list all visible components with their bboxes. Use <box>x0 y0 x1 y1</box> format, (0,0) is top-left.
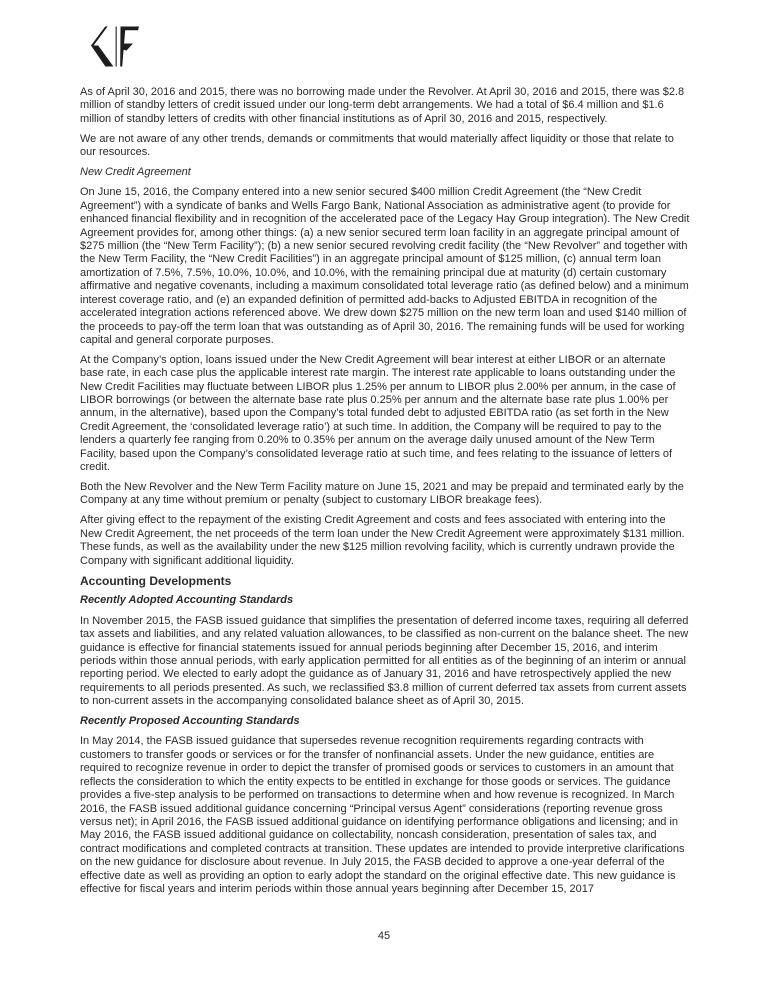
paragraph: After giving effect to the repayment of the existing Credit Agreement and costs and fees associated with entering into the New Credit Agreement, the net proceeds of the term loan under the New Credit Agreement were approximately $131 million. These funds, as well as the availability under the new $125 million revolving facility, which is currently undrawn provide the Company with significant additional liquidity. <box>80 514 685 567</box>
paragraph: Both the New Revolver and the New Term Facility mature on June 15, 2021 and may be prepaid and terminated early by the Company at any time without premium or penalty (subject to customary LIBOR breakage fees). <box>80 480 684 507</box>
paragraph: On June 15, 2016, the Company entered into a new senior secured $400 million Credit Agreement (the “New Credit Agreement”) with a syndicate of banks and Wells Fargo Bank, National Association as administrative agent (to provide for enhanced financial flexibility and in recognition of the accelerated pace of the Legacy Hay Group integration). The New Credit Agreement provides for, among other things: (a) a new senior secured term loan facility in an aggregate principal amount of $275 million (the “New Term Facility”); (b) a new senior secured revolving credit facility (the “New Revolver” and together with the New Term Facility, the “New Credit Facilities”) in an aggregate principal amount of $125 million, (c) annual term loan amortization of 7.5%, 7.5%, 10.0%, 10.0%, and 10.0%, with the remaining principal due at maturity (d) certain customary affirmative and negative covenants, including a maximum consolidated total leverage ratio (as defined below) and a minimum interest coverage ratio, and (e) an expanded definition of permitted add-backs to Adjusted EBITDA in recognition of the accelerated integration actions referenced above. We drew down $275 million on the new term loan and used $140 million of the proceeds to pay-off the term loan that was outstanding as of April 30, 2016. The remaining funds will be used for working capital and general corporate purposes. <box>80 186 690 346</box>
section-heading-accounting-developments: Accounting Developments <box>80 573 232 588</box>
paragraph: As of April 30, 2016 and 2015, there was no borrowing made under the Revolver. At April 30, 2016 and 2015, there was $2.8 million of standby letters of credit issued under our long-term debt arrangements. We had a total of $6.4 million and $1.6 million of standby letters of credits with other financial institutions as of April 30, 2016 and 2015, respectively. <box>80 86 685 125</box>
paragraph: In November 2015, the FASB issued guidance that simplifies the presentation of deferred income taxes, requiring all deferred tax assets and liabilities, and any related valuation allowances, to be classified as non-current on the balance sheet. The new guidance is effective for financial statements issued for annual periods beginning after December 15, 2016, and interim periods within those annual periods, with early application permitted for all entities as of the beginning of an interim or annual reporting period. We elected to early adopt the guidance as of January 31, 2016 and have retrospectively applied the new requirements to all periods presented. As such, we reclassified $3.8 million of current deferred tax assets from current assets to non-current assets in the accompanying consolidated balance sheet as of April 30, 2015. <box>80 614 689 708</box>
paragraph: We are not aware of any other trends, demands or commitments that would materially affect liquidity or those that relate to our resources. <box>80 132 674 159</box>
korn-ferry-logo-icon <box>89 26 141 68</box>
document-body <box>80 86 690 903</box>
section-heading-new-credit-agreement: New Credit Agreement <box>80 166 191 179</box>
page-number: 45 <box>377 930 391 942</box>
paragraph: In May 2014, the FASB issued guidance that supersedes revenue recognition requirements regarding contracts with customers to transfer goods or services or for the transfer of nonfinancial assets. Under the new guidance, entities are required to recognize revenue in order to depict the transfer of promised goods or services to customers in an amount that reflects the consideration to which the entity expects to be entitled in exchange for those goods or services. The guidance provides a five-step analysis to be performed on transactions to determine when and how revenue is recognized. In March 2016, the FASB issued additional guidance concerning “Principal versus Agent” considerations (reporting revenue gross versus net); in April 2016, the FASB issued additional guidance on identifying performance obligations and licensing; and in May 2016, the FASB issued additional guidance on collectability, noncash consideration, presentation of sales tax, and contract modifications and completed contracts at transition. These updates are intended to provide interpretive clarifications on the new guidance for disclosure about revenue. In July 2015, the FASB decided to approve a one-year deferral of the effective date as well as providing an option to early adopt the standard on the original effective date. This new guidance is effective for fiscal years and interim periods within those annual years beginning after December 15, 2017 <box>80 735 685 895</box>
subsection-heading-recently-proposed: Recently Proposed Accounting Standards <box>80 715 300 728</box>
paragraph: At the Company’s option, loans issued under the New Credit Agreement will bear interest at either LIBOR or an alternate base rate, in each case plus the applicable interest rate margin. The interest rate applicable to loans outstanding under the New Credit Facilities may fluctuate between LIBOR plus 1.25% per annum to LIBOR plus 2.00% per annum, in the case of LIBOR borrowings (or between the alternate base rate plus 0.25% per annum and the alternate base rate plus 1.00% per annum, in the alternative), based upon the Company’s total funded debt to adjusted EBITDA ratio (as set forth in the New Credit Agreement, the ‘consolidated leverage ratio’) at such time. In addition, the Company will be required to pay to the lenders a quarterly fee ranging from 0.20% to 0.35% per annum on the average daily unused amount of the New Term Facility, based upon the Company’s consolidated leverage ratio at such time, and fees relating to the issuance of letters of credit. <box>80 353 676 474</box>
subsection-heading-recently-adopted: Recently Adopted Accounting Standards <box>80 594 294 607</box>
